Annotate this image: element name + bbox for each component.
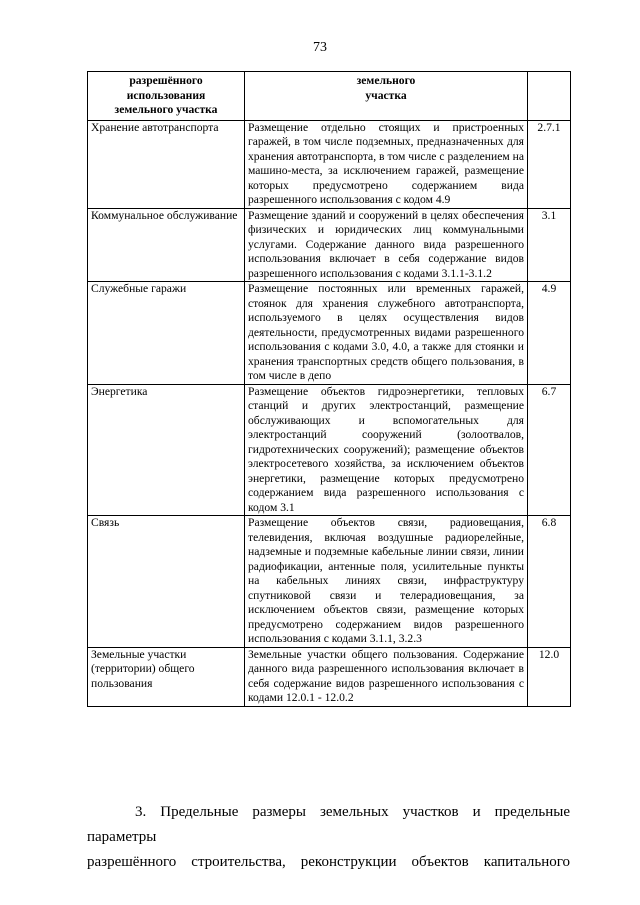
land-use-name: Служебные гаражи [88, 282, 245, 385]
land-use-description: Размещение объектов связи, радиовещания, телевидения, включая воздушные радиорелейные, надземные и подземные кабельные линии связи, линии радиофикации, антенные поля, усилительные пункты на кабельных линиях связи, инфраструктуру спутниковой связи и телерадиовещания, за исключением объектов связи, размещение которых предусмотрено содержанием видов разрешенного использования с кодами 3.1.1, 3.2.3 [245, 516, 528, 648]
table-header-row [88, 72, 571, 121]
land-use-description: Размещение отдельно стоящих и пристроенных гаражей, в том числе подземных, предназначенных для хранения автотранспорта, в том числе с разделением на машино-места, за исключением гаражей, размещение которых предусмотрено содержанием вида разрешенного использования с кодом 4.9 [245, 120, 528, 208]
header-land-use-type-line: земельного участка [114, 103, 218, 116]
header-land-use-type-line: разрешённого [129, 74, 203, 87]
header-description [245, 72, 528, 121]
land-use-name: Хранение автотранспорта [88, 120, 245, 208]
header-code [528, 72, 571, 121]
land-use-description: Размещение постоянных или временных гаражей, стоянок для хранения служебного автотранспорта, используемого в целях осуществления видов деятельности, предусмотренных видами разрешенного использования с кодами 3.0, 4.0, а также для стоянки и хранения транспортных средств общего пользования, в том числе в депо [245, 282, 528, 385]
table-row [88, 647, 571, 706]
land-use-name: Земельные участки (территории) общего пользования [88, 647, 245, 706]
land-use-code: 12.0 [528, 647, 571, 706]
table-row [88, 120, 571, 208]
land-use-code: 2.7.1 [528, 120, 571, 208]
land-use-code: 6.7 [528, 384, 571, 516]
land-use-name: Энергетика [88, 384, 245, 516]
land-use-description: Размещение зданий и сооружений в целях обеспечения физических и юридических лиц коммунальными услугами. Содержание данного вида разрешенного использования включает в себя содержание видов разрешенного использования с кодами 3.1.1-3.1.2 [245, 208, 528, 282]
header-land-use-type-line: использования [126, 88, 206, 102]
land-use-code: 3.1 [528, 208, 571, 282]
land-use-code: 6.8 [528, 516, 571, 648]
table-row [88, 282, 571, 385]
page-number: 73 [313, 40, 327, 55]
land-use-code: 4.9 [528, 282, 571, 385]
land-use-description: Размещение объектов гидроэнергетики, тепловых станций и других электростанций, размещение обслуживающих и вспомогательных для электростанций сооружений (золоотвалов, гидротехнических сооружений); размещение объектов электросетевого хозяйства, за исключением объектов энергетики, размещение которых предусмотрено содержанием вида разрешенного использования с кодом 3.1 [245, 384, 528, 516]
table-row [88, 384, 571, 516]
header-description-line: участка [365, 88, 407, 102]
land-use-table [87, 71, 571, 707]
land-use-name: Коммунальное обслуживание [88, 208, 245, 282]
table-row [88, 516, 571, 648]
section-paragraph [87, 800, 570, 875]
table-row [88, 208, 571, 282]
land-use-name: Связь [88, 516, 245, 648]
land-use-description: Земельные участки общего пользования. Содержание данного вида разрешенного использования включает в себя содержание видов разрешенного использования с кодами 12.0.1 - 12.0.2 [245, 647, 528, 706]
header-description-line: земельного [356, 74, 416, 87]
header-land-use-type [88, 72, 245, 121]
paragraph-line-2: разрешённого строительства, реконструкции объектов капитального [87, 854, 570, 870]
paragraph-line-1: 3. Предельные размеры земельных участков и предельные параметры [87, 804, 570, 845]
